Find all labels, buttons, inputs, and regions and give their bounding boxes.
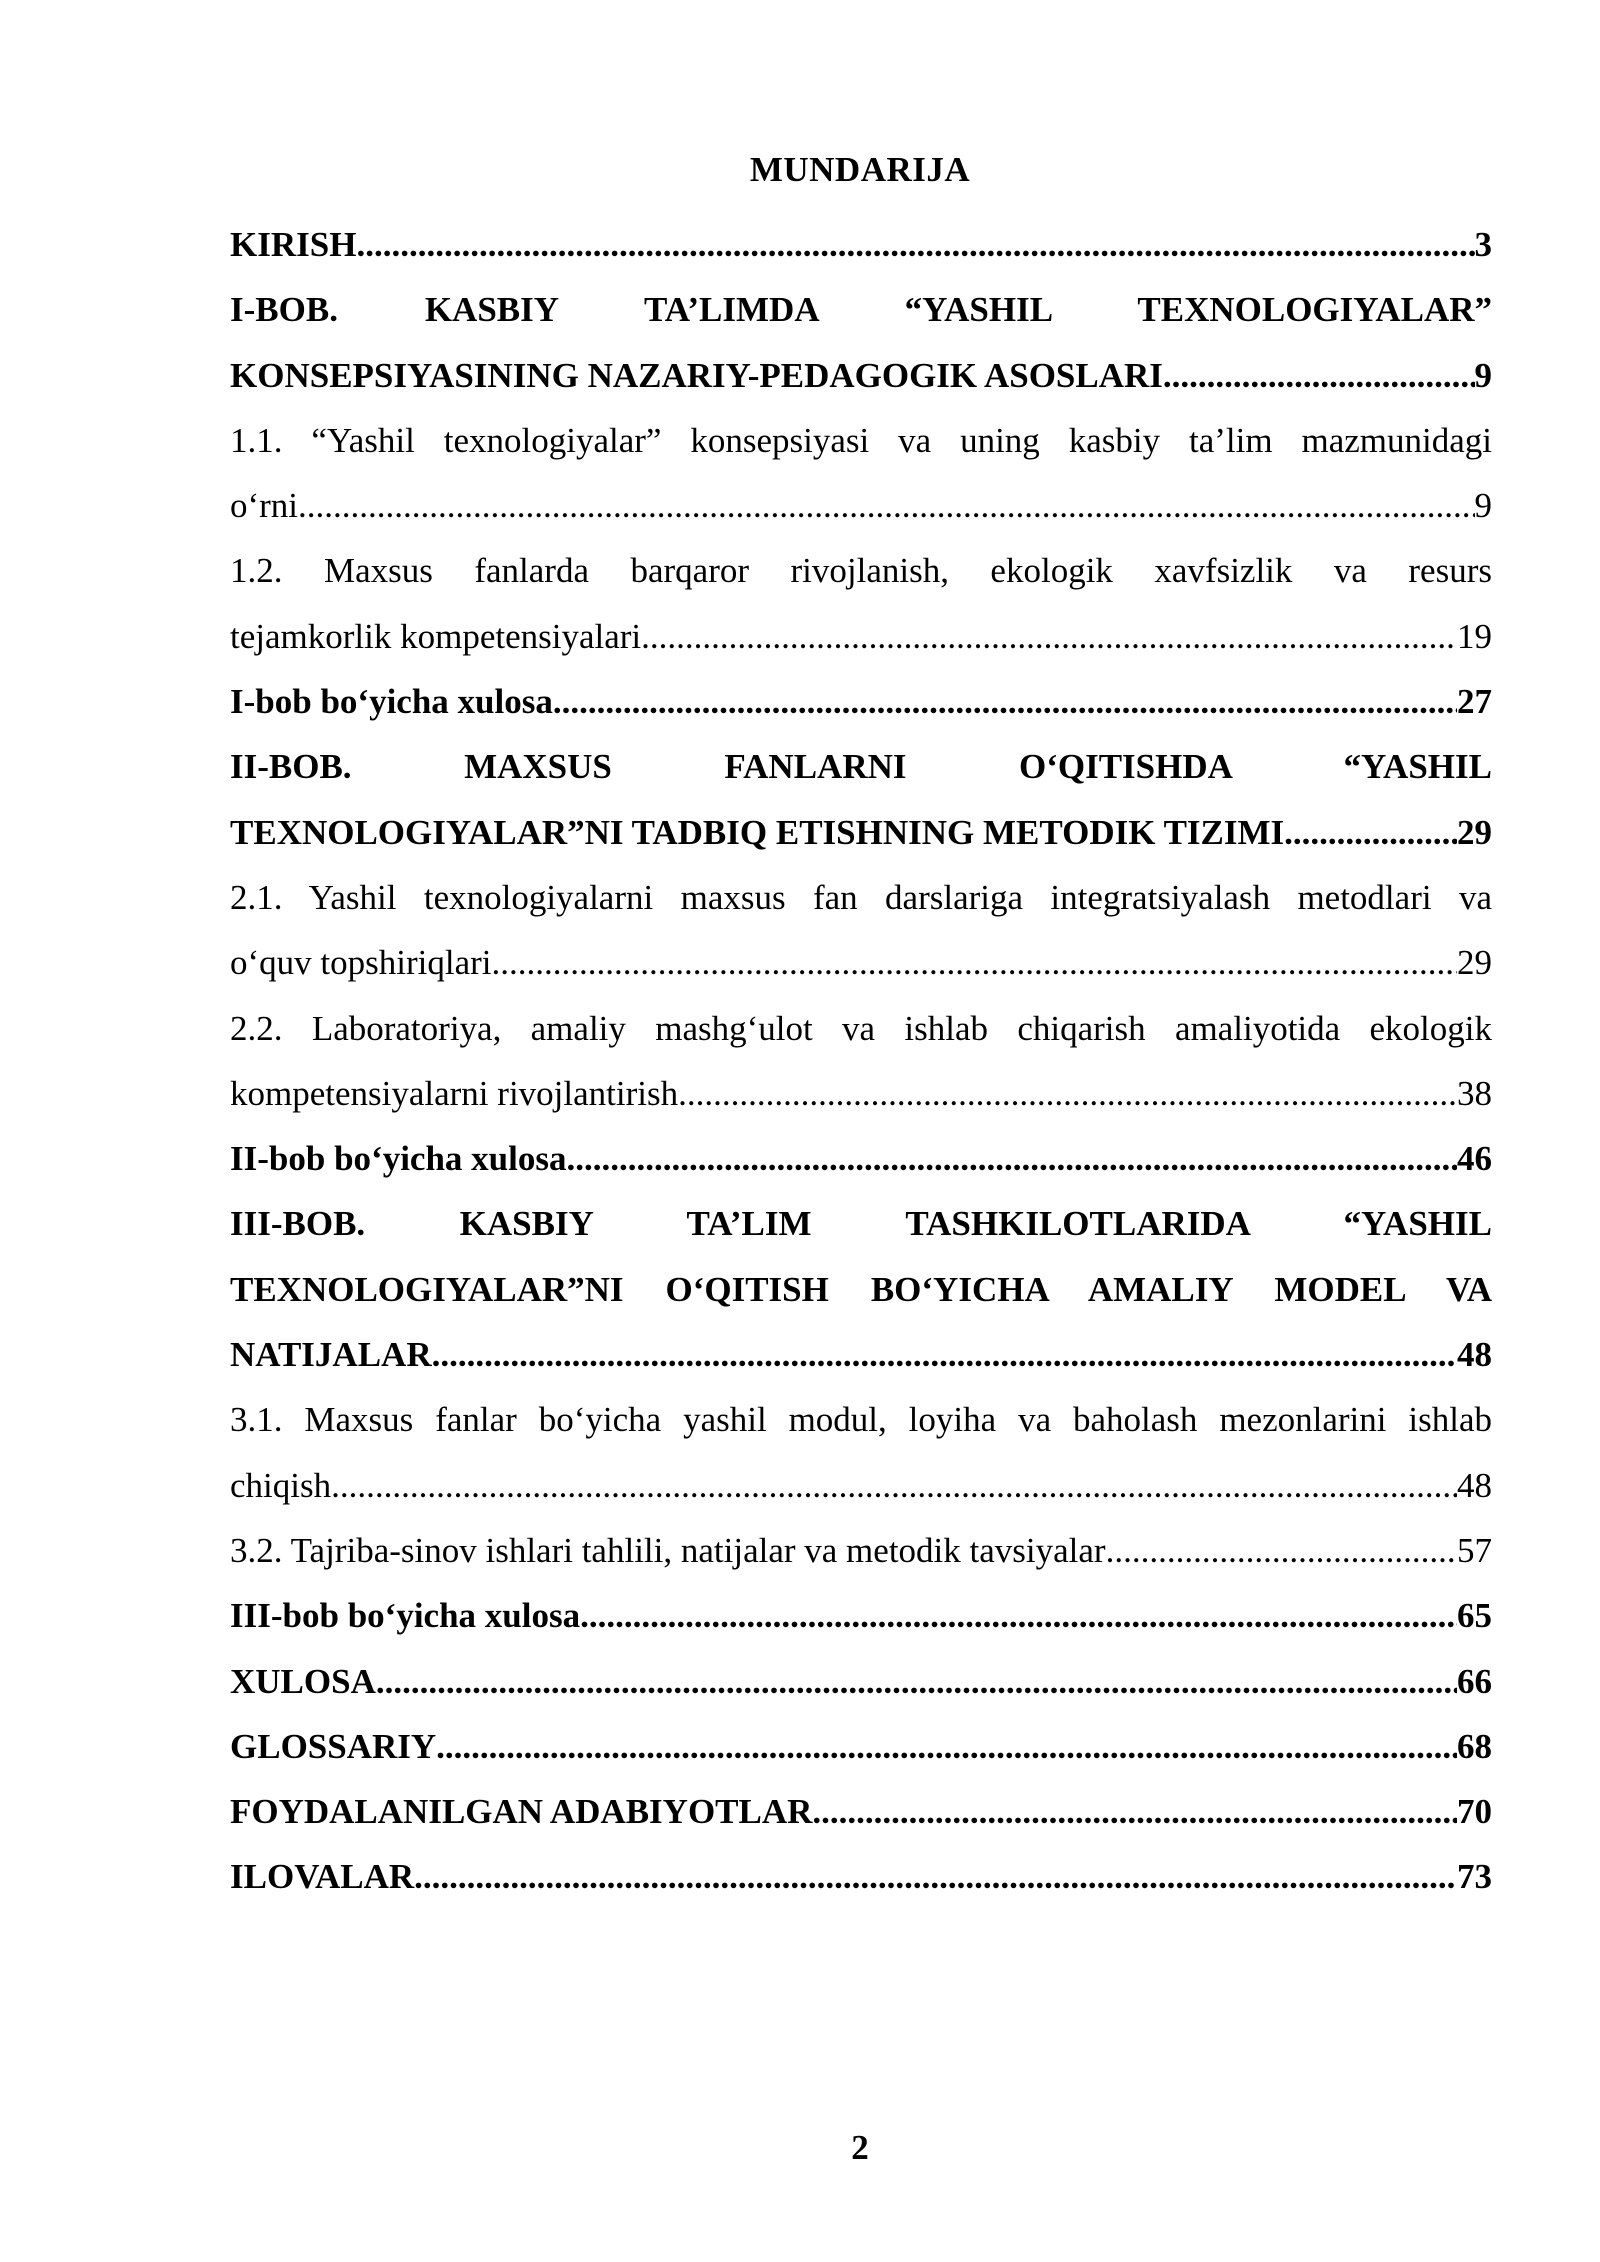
toc-page-number: 38: [1457, 1073, 1492, 1113]
toc-dot-leader: [414, 1844, 1457, 1909]
toc-page-number: 73: [1457, 1857, 1492, 1897]
toc-entry-s31[interactable]: [230, 1387, 1492, 1518]
toc-entry-kirish[interactable]: [230, 212, 1492, 277]
toc-page-number: 19: [1457, 616, 1492, 656]
toc-entry-ilovalar[interactable]: [230, 1844, 1492, 1909]
toc-page-number: 70: [1457, 1792, 1492, 1832]
toc-entry-bob3[interactable]: [230, 1191, 1492, 1387]
toc-entry-title: II-bob bo‘yicha xulosa: [230, 1139, 567, 1179]
toc-page-number: 68: [1457, 1726, 1492, 1766]
toc-entry-title: TEXNOLOGIYALAR”NI TADBIQ ETISHNING METODIK TIZIMI: [230, 812, 1285, 852]
toc-entry-s32[interactable]: [230, 1518, 1492, 1583]
toc-page-number: 48: [1457, 1335, 1492, 1375]
toc-entry-leader-line: [230, 1583, 1492, 1648]
toc-entry-x3[interactable]: [230, 1583, 1492, 1648]
toc-entry-title: XULOSA: [230, 1661, 376, 1701]
toc-entry-line: II-BOB. MAXSUS FANLARNI O‘QITISHDA “YASHIL: [230, 747, 1492, 787]
toc-dot-leader: [436, 1714, 1457, 1779]
toc-entry-line: TEXNOLOGIYALAR”NI O‘QITISH BO‘YICHA AMALIY MODEL VA: [230, 1269, 1492, 1309]
toc-page-number: 66: [1457, 1661, 1492, 1701]
toc-entry-leader-line: [230, 1061, 1492, 1126]
toc-entry-leader-line: [230, 343, 1492, 408]
page-number: 2: [851, 2128, 869, 2167]
toc-entry-x1[interactable]: [230, 669, 1492, 734]
toc-entry-line: 1.1. “Yashil texnologiyalar” konsepsiyasi va uning kasbiy ta’lim mazmunidagi: [230, 420, 1492, 460]
toc-entry-title: KIRISH: [230, 225, 357, 264]
toc-dot-leader: [580, 1583, 1457, 1648]
toc-dot-leader: [376, 1649, 1457, 1714]
toc-entry-line: 2.2. Laboratoriya, amaliy mashg‘ulot va ishlab chiqarish amaliyotida ekologik: [230, 1008, 1492, 1048]
toc-page-number: 29: [1457, 943, 1492, 983]
toc-page-number: 9: [1474, 355, 1492, 395]
toc-entry-s22[interactable]: [230, 996, 1492, 1127]
toc-entry-title: KONSEPSIYASINING NAZARIY-PEDAGOGIK ASOSLARI: [230, 355, 1163, 395]
toc-dot-leader: [678, 1061, 1457, 1126]
toc-entry-leader-line: [230, 1779, 1492, 1844]
toc-entry-line: 1.2. Maxsus fanlarda barqaror rivojlanish, ekologik xavfsizlik va resurs: [230, 551, 1492, 591]
toc-entry-bob1[interactable]: [230, 277, 1492, 408]
toc-entry-leader-line: [230, 1453, 1492, 1518]
toc-page-number: 65: [1457, 1596, 1492, 1636]
toc-dot-leader: [1163, 343, 1475, 408]
toc-entry-leader-line: [230, 1126, 1492, 1191]
toc-entry-leader-line: [230, 930, 1492, 995]
toc-entry-title: GLOSSARIY: [230, 1726, 437, 1766]
toc-entry-line: 2.1. Yashil texnologiyalarni maxsus fan darslariga integratsiyalash metodlari va: [230, 877, 1492, 917]
toc-entry-leader-line: [230, 1322, 1492, 1387]
toc-page-number: 29: [1457, 812, 1492, 852]
toc-dot-leader: [566, 1126, 1457, 1191]
toc-entry-title: chiqish: [230, 1465, 332, 1505]
toc-entry-leader-line: [230, 212, 1492, 277]
toc-entry-leader-line: [230, 1518, 1492, 1583]
toc-entry-title: tejamkorlik kompetensiyalari: [230, 616, 642, 656]
toc-entry-title: NATIJALAR: [230, 1335, 432, 1375]
toc-entry-bob2[interactable]: [230, 734, 1492, 865]
toc-entry-line: 3.1. Maxsus fanlar bo‘yicha yashil modul, loyiha va baholash mezonlarini ishlab: [230, 1400, 1492, 1440]
toc-entry-leader-line: [230, 669, 1492, 734]
toc-entry-title: FOYDALANILGAN ADABIYOTLAR: [230, 1792, 813, 1832]
toc-entry-title: 3.2. Tajriba-sinov ishlari tahlili, natijalar va metodik tavsiyalar: [230, 1530, 1106, 1570]
toc-dot-leader: [298, 473, 1474, 538]
toc-entry-leader-line: [230, 1714, 1492, 1779]
toc-entry-title: ILOVALAR: [230, 1857, 415, 1897]
toc-entry-xulosa[interactable]: [230, 1649, 1492, 1714]
toc-dot-leader: [812, 1779, 1457, 1844]
toc-entry-title: I-bob bo‘yicha xulosa: [230, 682, 553, 722]
toc-entry-leader-line: [230, 800, 1492, 865]
toc-dot-leader: [641, 604, 1457, 669]
toc-entry-leader-line: [230, 1649, 1492, 1714]
toc-entry-s11[interactable]: [230, 408, 1492, 539]
toc-entry-title: kompetensiyalarni rivojlantirish: [230, 1073, 679, 1113]
toc-entry-s21[interactable]: [230, 865, 1492, 996]
toc-dot-leader: [356, 212, 1474, 277]
toc-dot-leader: [1106, 1518, 1457, 1583]
toc-entry-leader-line: [230, 473, 1492, 538]
toc-page-number: 48: [1457, 1465, 1492, 1505]
toc-entry-glossariy[interactable]: [230, 1714, 1492, 1779]
toc-dot-leader: [492, 930, 1458, 995]
toc-title: MUNDARIJA: [749, 150, 971, 189]
toc-entry-leader-line: [230, 604, 1492, 669]
toc-entry-leader-line: [230, 1844, 1492, 1909]
toc-dot-leader: [432, 1322, 1457, 1387]
toc-entry-title: III-bob bo‘yicha xulosa: [230, 1596, 581, 1636]
toc-dot-leader: [1284, 800, 1457, 865]
toc-entry-line: I-BOB. KASBIY TA’LIMDA “YASHIL TEXNOLOGIYALAR”: [230, 290, 1492, 330]
toc-page-number: 9: [1474, 486, 1492, 526]
toc-page-number: 3: [1474, 225, 1492, 264]
toc-page-number: 27: [1457, 682, 1492, 722]
toc-entry-line: III-BOB. KASBIY TA’LIM TASHKILOTLARIDA “YASHIL: [230, 1204, 1492, 1244]
toc-entry-adabiyot[interactable]: [230, 1779, 1492, 1844]
toc-page-number: 46: [1457, 1139, 1492, 1179]
toc-entry-s12[interactable]: [230, 538, 1492, 669]
toc-dot-leader: [553, 669, 1457, 734]
toc-entry-x2[interactable]: [230, 1126, 1492, 1191]
toc-entry-title: o‘rni: [230, 486, 299, 526]
toc-page-number: 57: [1457, 1530, 1492, 1570]
table-of-contents: [230, 212, 1492, 1910]
toc-entry-title: o‘quv topshiriqlari: [230, 943, 492, 983]
toc-dot-leader: [331, 1453, 1457, 1518]
